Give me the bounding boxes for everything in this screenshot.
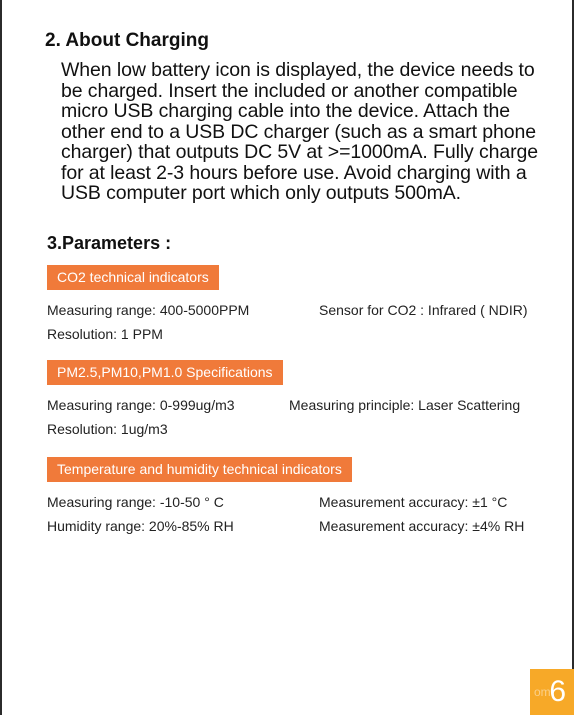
pm-measuring-range: Measuring range: 0-999ug/m3 [47, 397, 235, 413]
page-number-badge [530, 669, 574, 715]
page-number: 6 [549, 675, 566, 708]
humidity-accuracy: Measurement accuracy: ±4% RH [319, 518, 525, 534]
co2-indicators-heading: CO2 technical indicators [47, 265, 219, 290]
co2-measuring-range: Measuring range: 400-5000PPM [47, 302, 250, 318]
charging-line: charger) that outputs DC 5V at >=1000mA. Fully charge [61, 141, 539, 163]
charging-line: be charged. Insert the included or another compatible [61, 79, 518, 102]
charging-line: micro USB charging cable into the device. Attach the [61, 100, 510, 122]
pm-specifications-heading: PM2.5,PM10,PM1.0 Specifications [47, 360, 283, 385]
charging-paragraph [61, 60, 571, 204]
temperature-range: Measuring range: -10-50 ° C [47, 494, 224, 510]
pm-resolution: Resolution: 1ug/m3 [47, 421, 168, 437]
co2-resolution: Resolution: 1 PPM [47, 326, 163, 342]
pm-measuring-principle: Measuring principle: Laser Scattering [289, 397, 521, 413]
co2-sensor-type: Sensor for CO2 : Infrared ( NDIR) [319, 302, 528, 318]
temperature-accuracy: Measurement accuracy: ±1 °C [319, 494, 508, 510]
humidity-range: Humidity range: 20%-85% RH [47, 518, 234, 534]
charging-line: USB computer port which only outputs 500mA. [61, 182, 461, 204]
charging-line: When low battery icon is displayed, the device needs to [61, 59, 535, 81]
page-number-ghost-text: om [534, 685, 551, 699]
parameters-section-title: 3.Parameters : [47, 233, 172, 253]
temp-humidity-heading: Temperature and humidity technical indicators [47, 457, 352, 482]
charging-line: for at least 2-3 hours before use. Avoid charging with a [61, 161, 527, 184]
charging-section-title: 2. About Charging [45, 30, 209, 51]
charging-line: other end to a USB DC charger (such as a smart phone [61, 120, 536, 143]
